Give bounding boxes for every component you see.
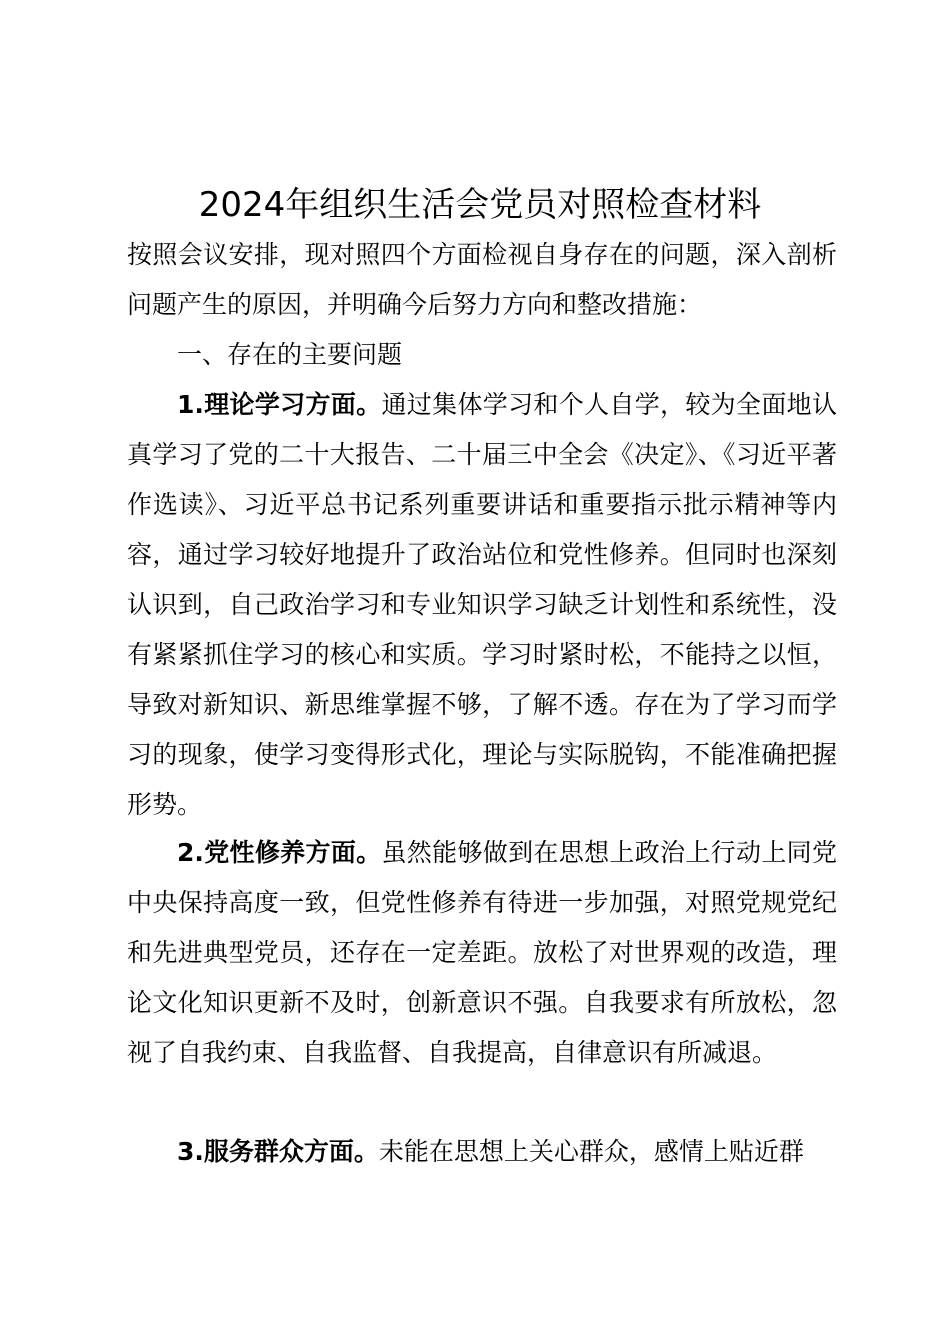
paragraph-theory-study [127,380,837,830]
paragraph-text: 虽然能够做到在思想上政治上行动上同党中央保持高度一致，但党性修养有待进一步加强，对照党规党纪和先进典型党员，还存在一定差距。放松了对世界观的改造，理论文化知识更新不及时，创新意识不强。自我要求有所放松，忽视了自我约束、自我监督、自我提高，自律意识有所减退。 [127,838,837,1067]
paragraph-lead: 2.党性修养方面。 [177,838,382,867]
section-heading [127,330,837,380]
paragraph-text: 通过集体学习和个人自学，较为全面地认真学习了党的二十大报告、二十届三中全会《决定》、《习近平著作选读》、习近平总书记系列重要讲话和重要指示批示精神等内容，通过学习较好地提升了政治站位和党性修养。但同时也深刻认识到，自己政治学习和专业知识学习缺乏计划性和系统性，没有紧紧抓住学习的核心和实质。学习时紧时松，不能持之以恒，导致对新知识、新思维掌握不够，了解不透。存在为了学习而学习的现象，使学习变得形式化，理论与实际脱钩，不能准确把握形势。 [127,390,837,819]
paragraph-party-spirit [127,828,837,1078]
paragraph-lead: 1.理论学习方面。 [177,390,382,419]
paragraph-serving-masses [127,1127,837,1177]
document-title: 2024年组织生活会党员对照检查材料 [198,185,762,225]
section-heading-text: 一、存在的主要问题 [177,340,403,369]
intro-paragraph: 按照会议安排，现对照四个方面检视自身存在的问题，深入剖析问题产生的原因，并明确今后努力方向和整改措施： [127,240,837,319]
paragraph-text: 未能在思想上关心群众，感情上贴近群 [378,1137,804,1166]
paragraph-lead: 3.服务群众方面。 [177,1137,379,1166]
